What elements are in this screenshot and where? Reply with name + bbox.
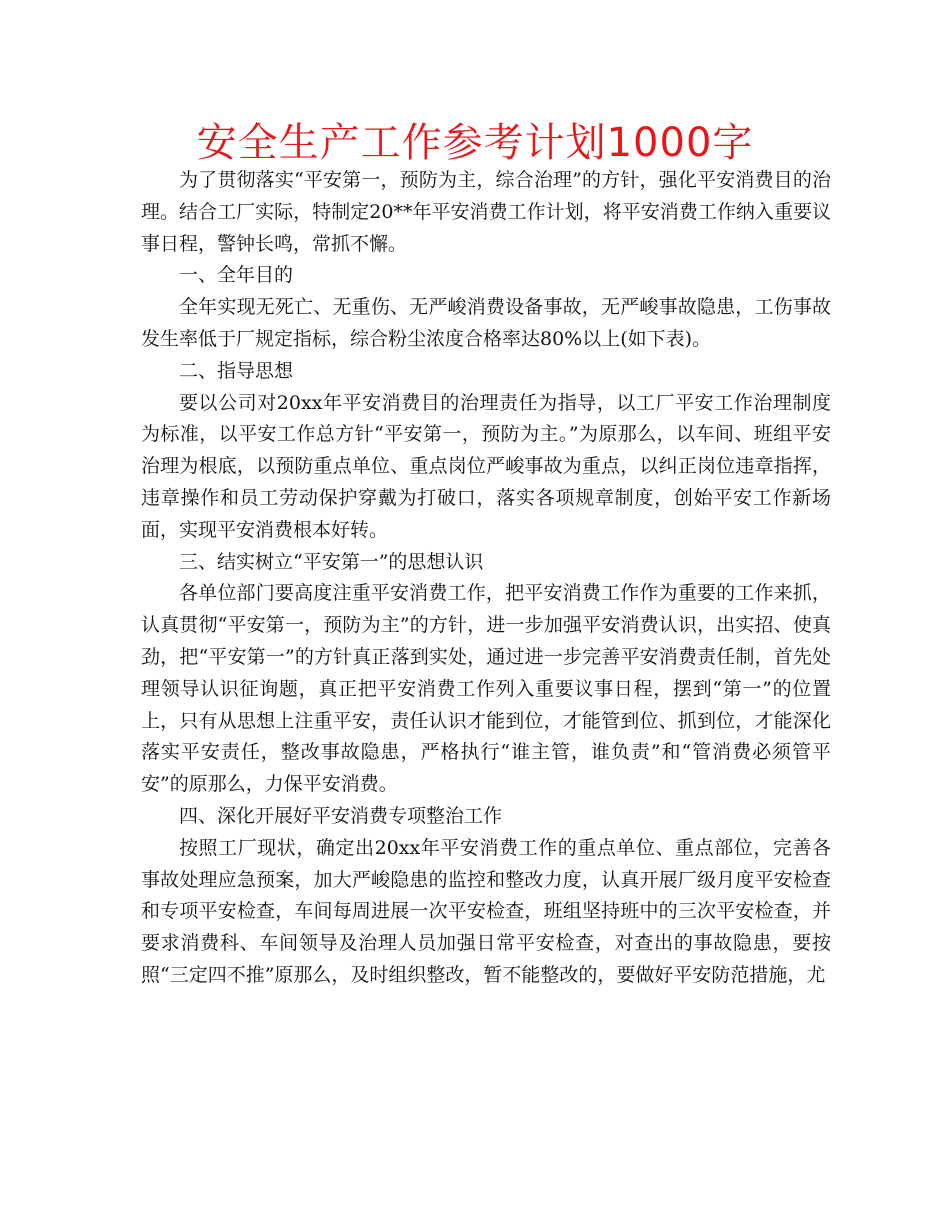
document-title: 安全生产工作参考计划1000字 [196,120,754,166]
special-rectification-paragraph: 按照工厂现状，确定出20xx年平安消费工作的重点单位、重点部位，完善各事故处理应急预案，加大严峻隐患的监控和整改力度，认真开展厂级月度平安检查和专项平安检查，车间每周进展一次平安检查，班组坚持班中的三次平安检查，并要求消费科、车间领导及治理人员加强日常平安检查，对查出的事故隐患，要按照“三定四不推”原那么，及时组织整改，暂不能整改的，要做好平安防范措施，尤 [141,836,831,986]
section-heading-safety-first: 三、结实树立“平安第一”的思想认识 [179,550,484,573]
section-heading-annual-goal: 一、全年目的 [179,264,294,287]
document-body [141,165,831,992]
intro-paragraph: 为了贯彻落实“平安第一，预防为主，综合治理”的方针，强化平安消费目的治理。结合工厂实际，特制定20**年平安消费工作计划，将平安消费工作纳入重要议事日程，警钟长鸣，常抓不懈。 [141,169,831,255]
section-heading-guiding-thought: 二、指导思想 [179,359,294,382]
section-heading-special-rectification: 四、深化开展好平安消费专项整治工作 [179,804,503,827]
safety-first-paragraph: 各单位部门要高度注重平安消费工作，把平安消费工作作为重要的工作来抓，认真贯彻“平安第一，预防为主”的方针，进一步加强平安消费认识，出实招、使真劲，把“平安第一”的方针真正落到实处，通过进一步完善平安消费责任制，首先处理领导认识征询题，真正把平安消费工作列入重要议事日程，摆到“第一”的位置上，只有从思想上注重平安，责任认识才能到位，才能管到位、抓到位，才能深化落实平安责任，整改事故隐患，严格执行“谁主管，谁负责”和“管消费必须管平安”的原那么，力保平安消费。 [141,582,831,796]
annual-goal-paragraph: 全年实现无死亡、无重伤、无严峻消费设备事故，无严峻事故隐患，工伤事故发生率低于厂规定指标，综合粉尘浓度合格率达80%以上(如下表)。 [141,296,831,350]
guiding-thought-paragraph: 要以公司对20xx年平安消费目的治理责任为指导，以工厂平安工作治理制度为标准，以平安工作总方针“平安第一，预防为主。”为原那么，以车间、班组平安治理为根底，以预防重点单位、重点岗位严峻事故为重点，以纠正岗位违章指挥，违章操作和员工劳动保护穿戴为打破口，落实各项规章制度，创始平安工作新场面，实现平安消费根本好转。 [141,391,831,541]
